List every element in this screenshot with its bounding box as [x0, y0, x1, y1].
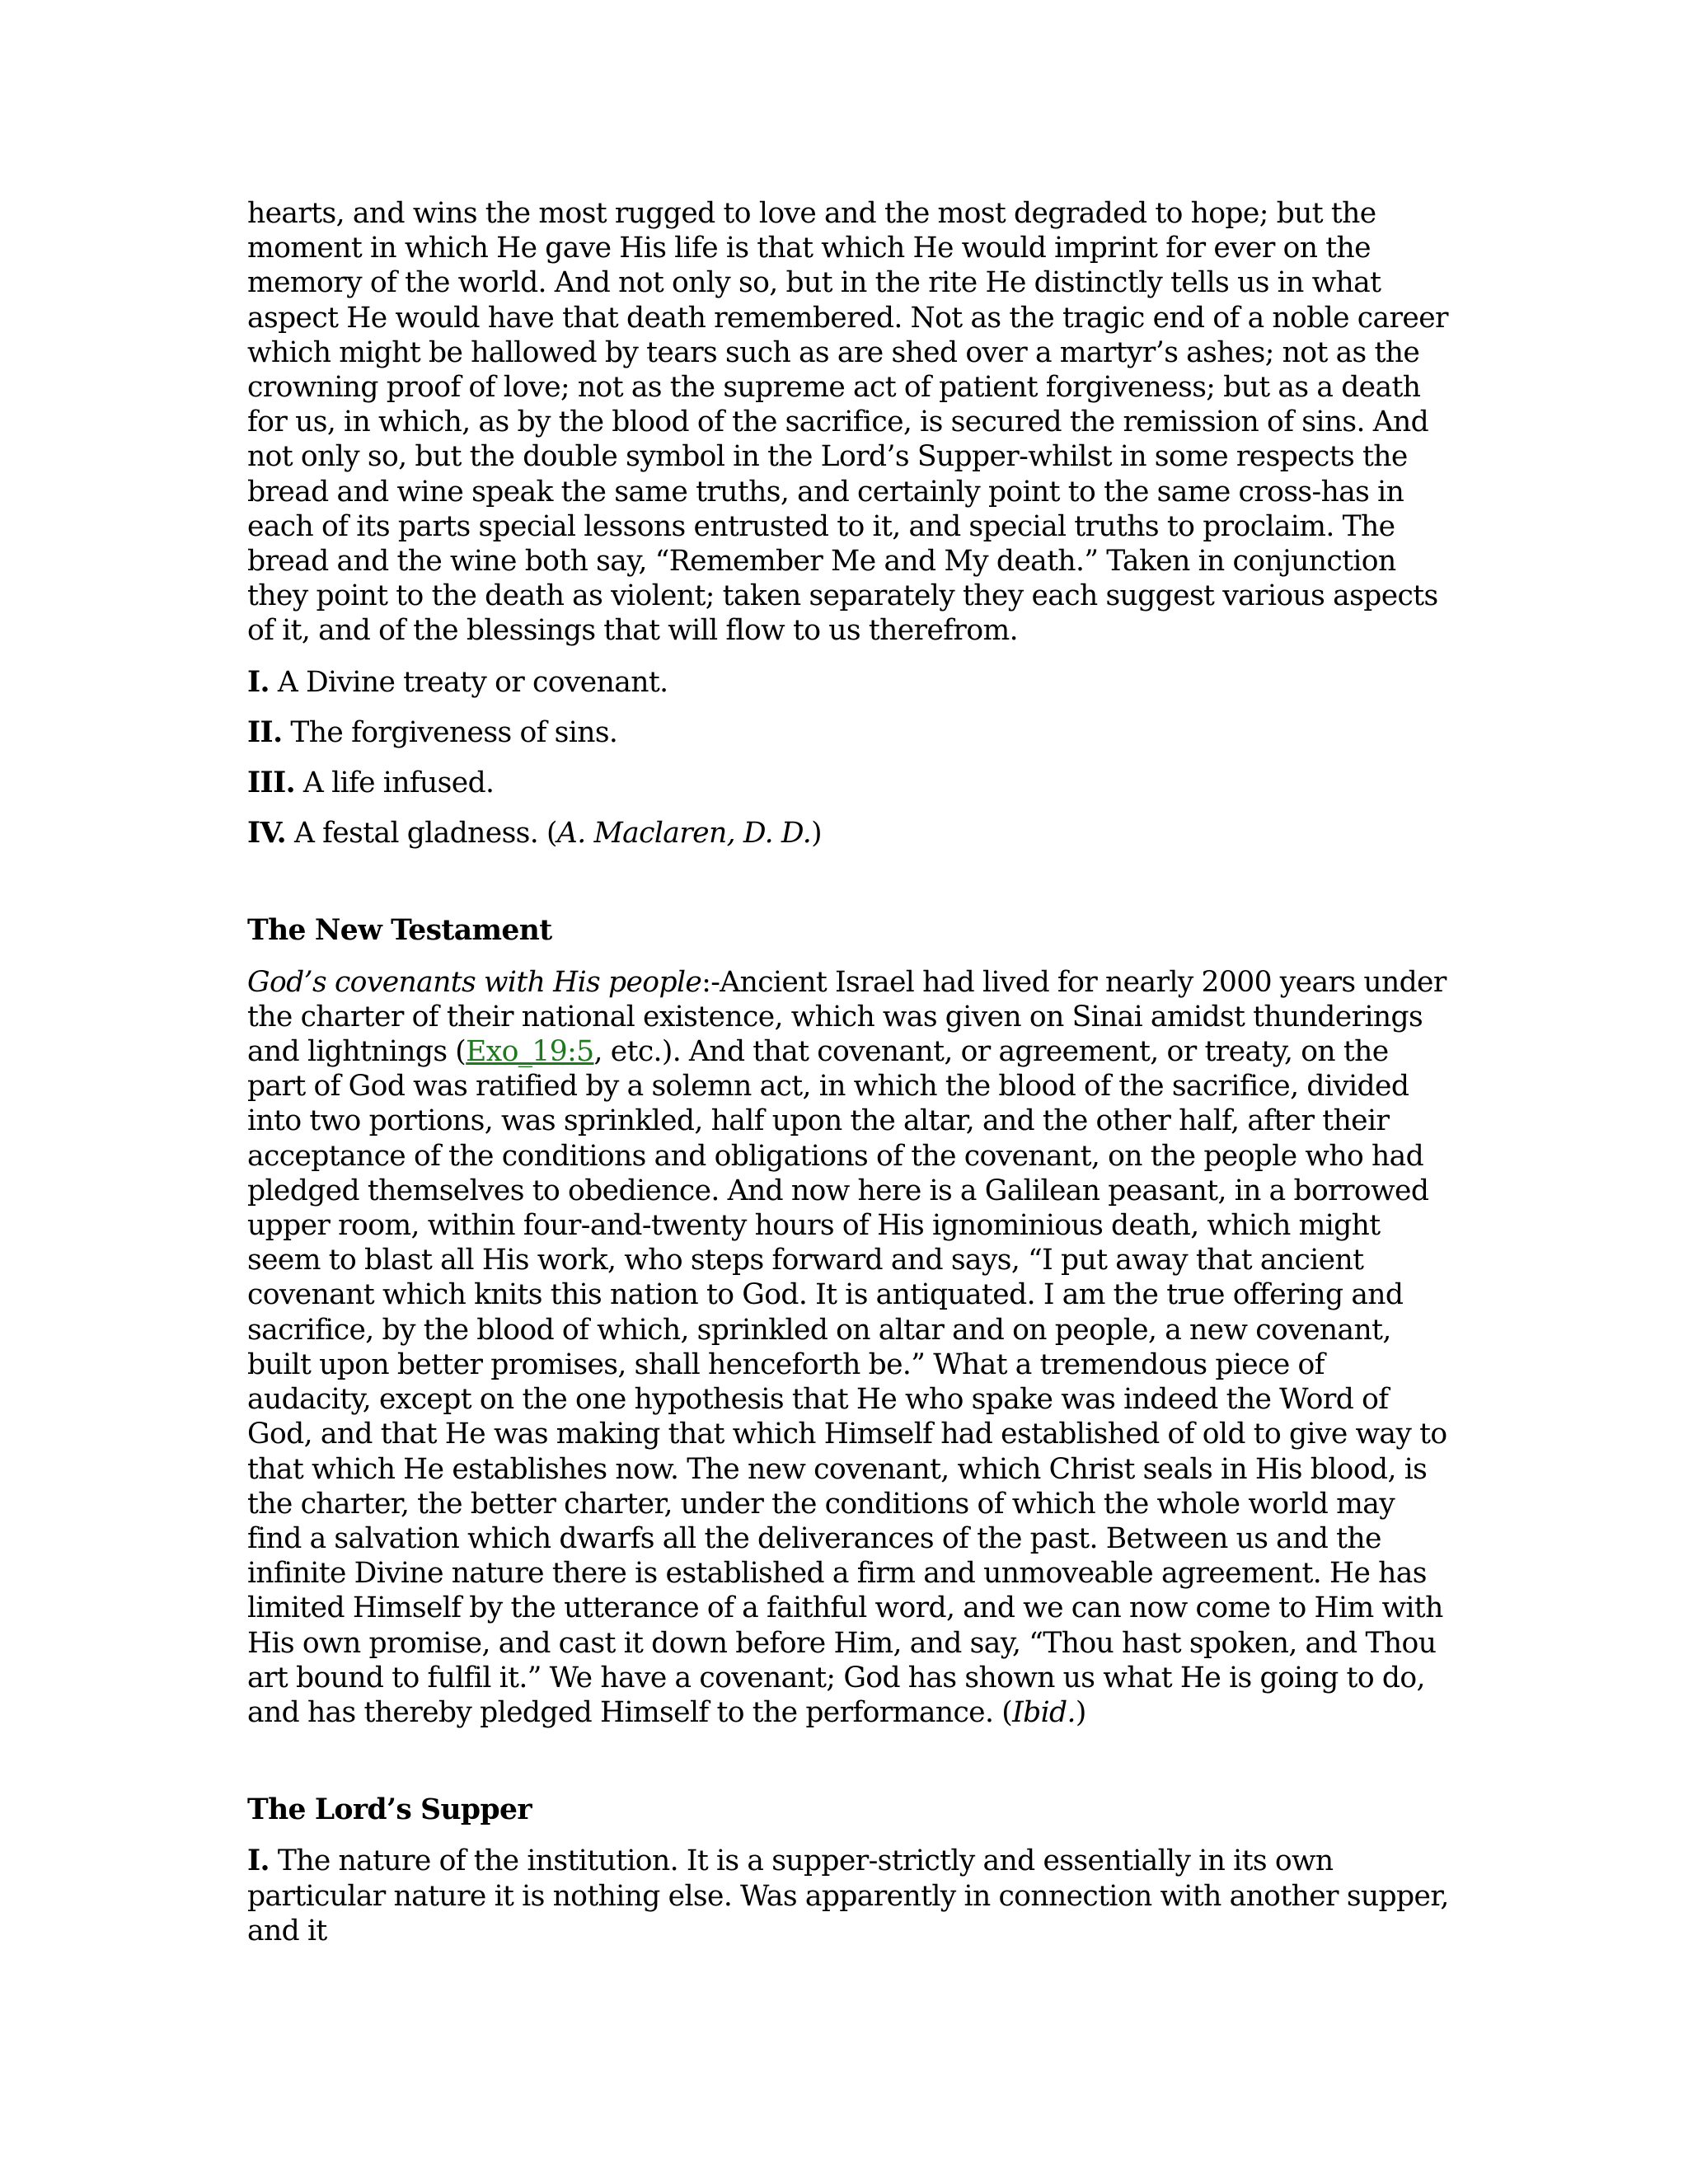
document-page	[247, 196, 1451, 1948]
paragraph-text: The nature of the institution. It is a supper-strictly and essentially in its own particular nature it is nothing else. Was apparently in connection with another supper, and it	[247, 1844, 1449, 1947]
paragraph-text: :-Ancient Israel had lived for nearly 2000 years under the charter of their national existence, which was given on Sinai amidst thunderings and lightnings (	[247, 965, 1447, 1069]
point-text: The forgiveness of sins.	[282, 715, 618, 749]
point-item-2	[247, 715, 1451, 750]
point-number: I.	[247, 1844, 270, 1878]
section-heading-new-testament: The New Testament	[247, 914, 552, 948]
point-text: A festal gladness. (	[286, 817, 557, 851]
point-number: III.	[247, 766, 296, 800]
citation-close: )	[1075, 1695, 1086, 1729]
point-item-4	[247, 816, 1451, 851]
lead-italic: God’s covenants with His people	[247, 965, 702, 999]
point-text: A Divine treaty or covenant.	[269, 665, 668, 699]
scripture-link-exo-19-5[interactable]: Exo_19:5	[466, 1035, 594, 1069]
intro-paragraph: hearts, and wins the most rugged to love and the most degraded to hope; but the moment in which He gave His life is that which He would imprint for ever on the memory of the world. And not only so, but in the rite He distinctly tells us in what aspect He would have that death remembered. Not as the tragic end of a noble career which might be hallowed by tears such as are shed over a martyr’s ashes; not as the crowning proof of love; not as the supreme act of patient forgiveness; but as a death for us, in which, as by the blood of the sacrifice, is secured the remission of sins. And not only so, but the double symbol in the Lord’s Supper-whilst in some respects the bread and wine speak the same truths, and certainly point to the same cross-has in each of its parts special lessons entrusted to it, and special truths to proclaim. The bread and the wine both say, “Remember Me and My death.” Taken in conjunction they point to the death as violent; taken separately they each suggest various aspects of it, and of the blessings that will flow to us therefrom.	[247, 197, 1448, 648]
citation: A. Maclaren, D. D.	[556, 817, 812, 851]
new-testament-paragraph	[247, 965, 1451, 1730]
point-item-1	[247, 665, 1451, 700]
paragraph-text-continued: , etc.). And that covenant, or agreement, or treaty, on the part of God was ratified by a solemn act, in which the blood of the sacrifice, divided into two portions, was sprinkled, half upon the altar, and the other half, after their acceptance of the conditions and obligations of the covenant, on the people who had pledged themselves to obedience. And now here is a Galilean peasant, in a borrowed upper room, within four-and-twenty hours of His ignominious death, which might seem to blast all His work, who steps forward and says, “I put away that ancient covenant which knits this nation to God. It is antiquated. I am the true offering and sacrifice, by the blood of which, sprinkled on altar and on people, a new covenant, built upon better promises, shall henceforth be.” What a tremendous piece of audacity, except on the one hypothesis that He who spake was indeed the Word of God, and that He was making that which Himself had established of old to give way to that which He establishes now. The new covenant, which Christ seals in His blood, is the charter, the better charter, under the conditions of which the whole world may find a salvation which dwarfs all the deliverances of the past. Between us and the infinite Divine nature there is established a firm and unmoveable agreement. He has limited Himself by the utterance of a faithful word, and we can now come to Him with His own promise, and cast it down before Him, and say, “Thou hast spoken, and Thou art bound to fulfil it.” We have a covenant; God has shown us what He is going to do, and has thereby pledged Himself to the performance. (	[247, 1035, 1447, 1729]
point-number: IV.	[247, 817, 287, 851]
citation-close: )	[811, 817, 822, 851]
point-number: II.	[247, 715, 283, 749]
point-item-3	[247, 766, 1451, 800]
point-text: A life infused.	[295, 766, 495, 800]
point-number: I.	[247, 665, 270, 699]
section-heading-lords-supper: The Lord’s Supper	[247, 1793, 532, 1827]
citation: Ibid.	[1012, 1695, 1076, 1729]
lords-supper-paragraph	[247, 1844, 1451, 1948]
